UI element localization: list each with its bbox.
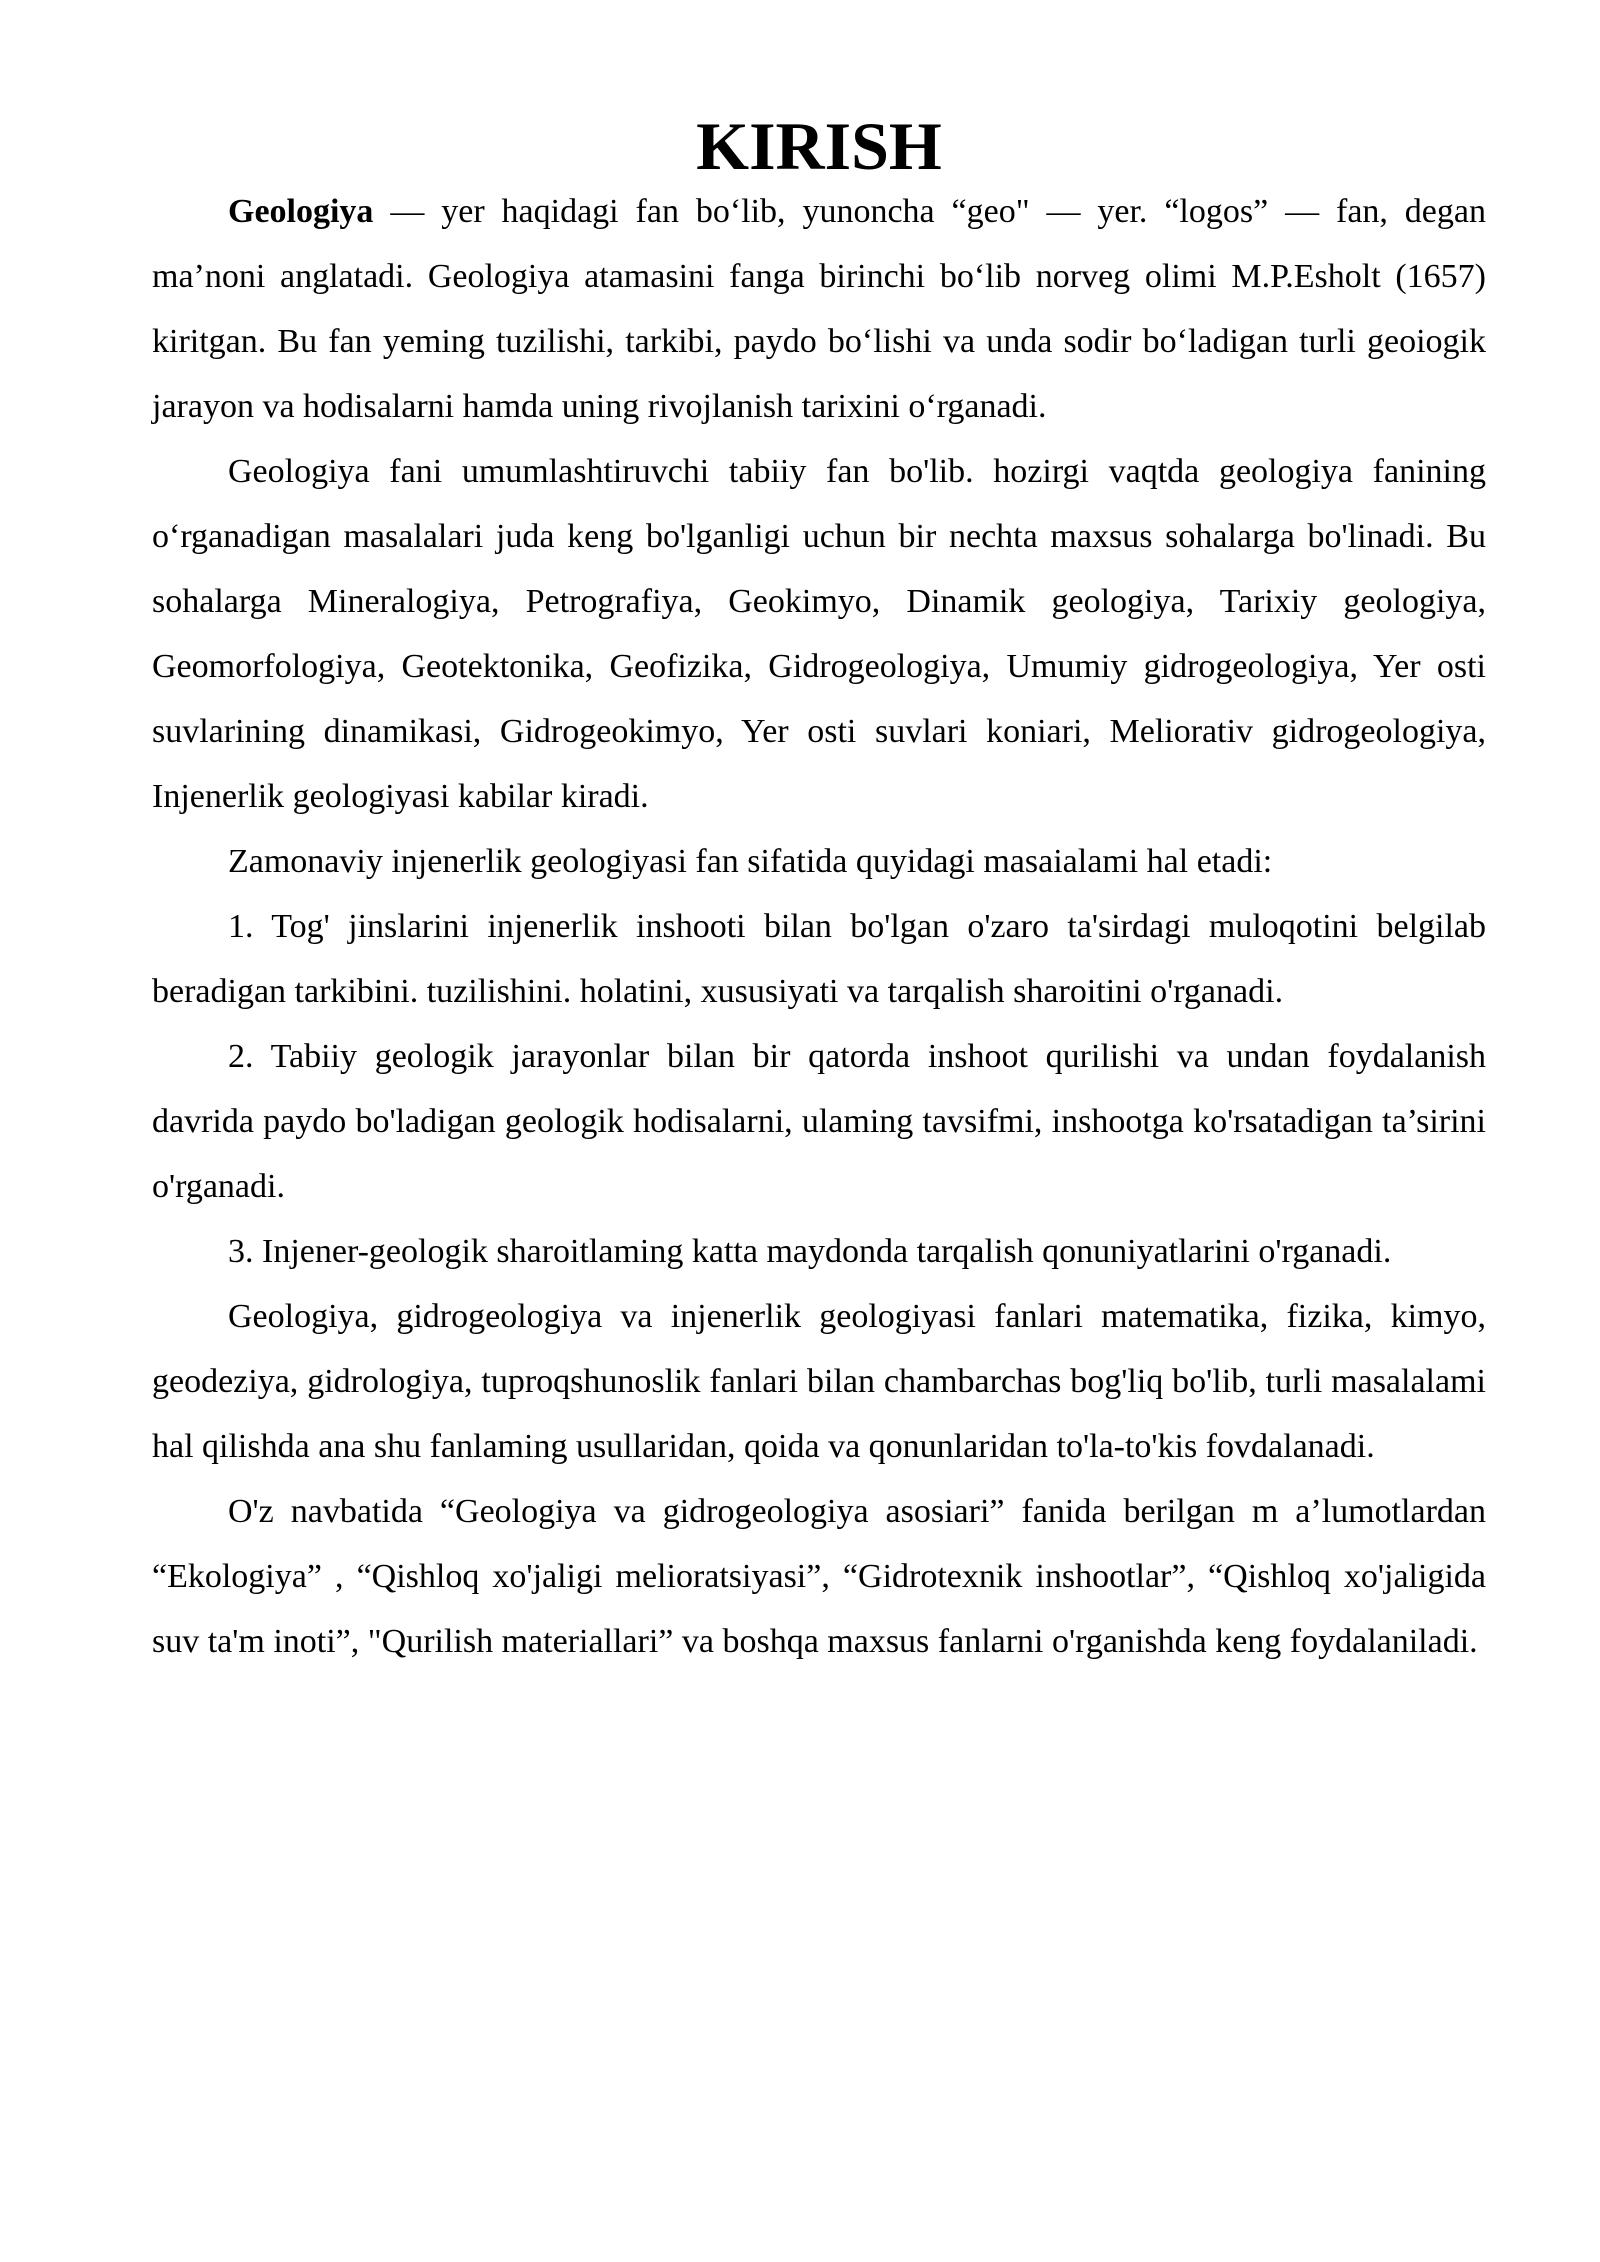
intro-text: — yer haqidagi fan bo‘lib, yunoncha “geo" — yer. “logos” — fan, degan ma’noni anglatadi. Geologiya atamasini fanga birinchi bo‘lib norveg olimi M.P.Esholt (1657) kiritgan. Bu fan yeming tuzilishi, tarkibi, paydo bo‘lishi va unda sodir bo‘ladigan turli geoiogik jarayon va hodisalarni hamda uning rivojlanish tarixini o‘rganadi. bbox=[152, 193, 1486, 425]
document-title: KIRISH bbox=[696, 108, 942, 184]
intro-term: Geologiya bbox=[228, 193, 374, 230]
paragraph-branches: Geologiya fani umumlashtiruvchi tabiiy fan bo'lib. hozirgi vaqtda geologiya fanining o‘rganadigan masalalari juda keng bo'lganligi uchun bir nechta maxsus sohalarga bo'linadi. Bu sohalarga Mineralogiya, Petrografiya, Geokimyo, Dinamik geologiya, Tarixiy geologiya, Geomorfologiya, Geotektonika, Geofizika, Gidrogeologiya, Umumiy gidrogeologiya, Yer osti suvlarining dinamikasi, Gidrogeokimyo, Yer osti suvlari koniari, Meliorativ gidrogeologiya, Injenerlik geologiyasi kabilar kiradi. bbox=[152, 453, 1486, 815]
list-item-3: 3. Injener-geologik sharoitlaming katta maydonda tarqalish qonuniyatlarini o'rganadi. bbox=[228, 1233, 1392, 1270]
paragraph-applications: O'z navbatida “Geologiya va gidrogeologiya asosiari” fanida berilgan m a’lumotlardan “Ekologiya” , “Qishloq xo'jaligi melioratsiyasi”, “Gidrotexnik inshootlar”, “Qishloq xo'jaligida suv ta'm inoti”, "Qurilish materiallari” va boshqa maxsus fanlarni o'rganishda keng foydalaniladi. bbox=[152, 1493, 1486, 1660]
list-item-2: 2. Tabiiy geologik jarayonlar bilan bir qatorda inshoot qurilishi va undan foydalanish davrida paydo bo'ladigan geologik hodisalarni, ulaming tavsifmi, inshootga ko'rsatadigan ta’sirini o'rganadi. bbox=[152, 1038, 1486, 1205]
paragraph-tasks-intro: Zamonaviy injenerlik geologiyasi fan sifatida quyidagi masaialami hal etadi: bbox=[228, 843, 1273, 880]
list-item-1: 1. Tog' jinslarini injenerlik inshooti bilan bo'lgan o'zaro ta'sirdagi muloqotini belgilab beradigan tarkibini. tuzilishini. holatini, xususiyati va tarqalish sharoitini o'rganadi. bbox=[152, 908, 1486, 1010]
document-page bbox=[152, 108, 1486, 1674]
paragraph-related-sciences: Geologiya, gidrogeologiya va injenerlik geologiyasi fanlari matematika, fizika, kimyo, geodeziya, gidrologiya, tuproqshunoslik fanlari bilan chambarchas bog'liq bo'lib, turli masalalami hal qilishda ana shu fanlaming usullaridan, qoida va qonunlaridan to'la-to'kis fovdalanadi. bbox=[152, 1298, 1486, 1465]
intro-paragraph bbox=[152, 179, 1486, 439]
